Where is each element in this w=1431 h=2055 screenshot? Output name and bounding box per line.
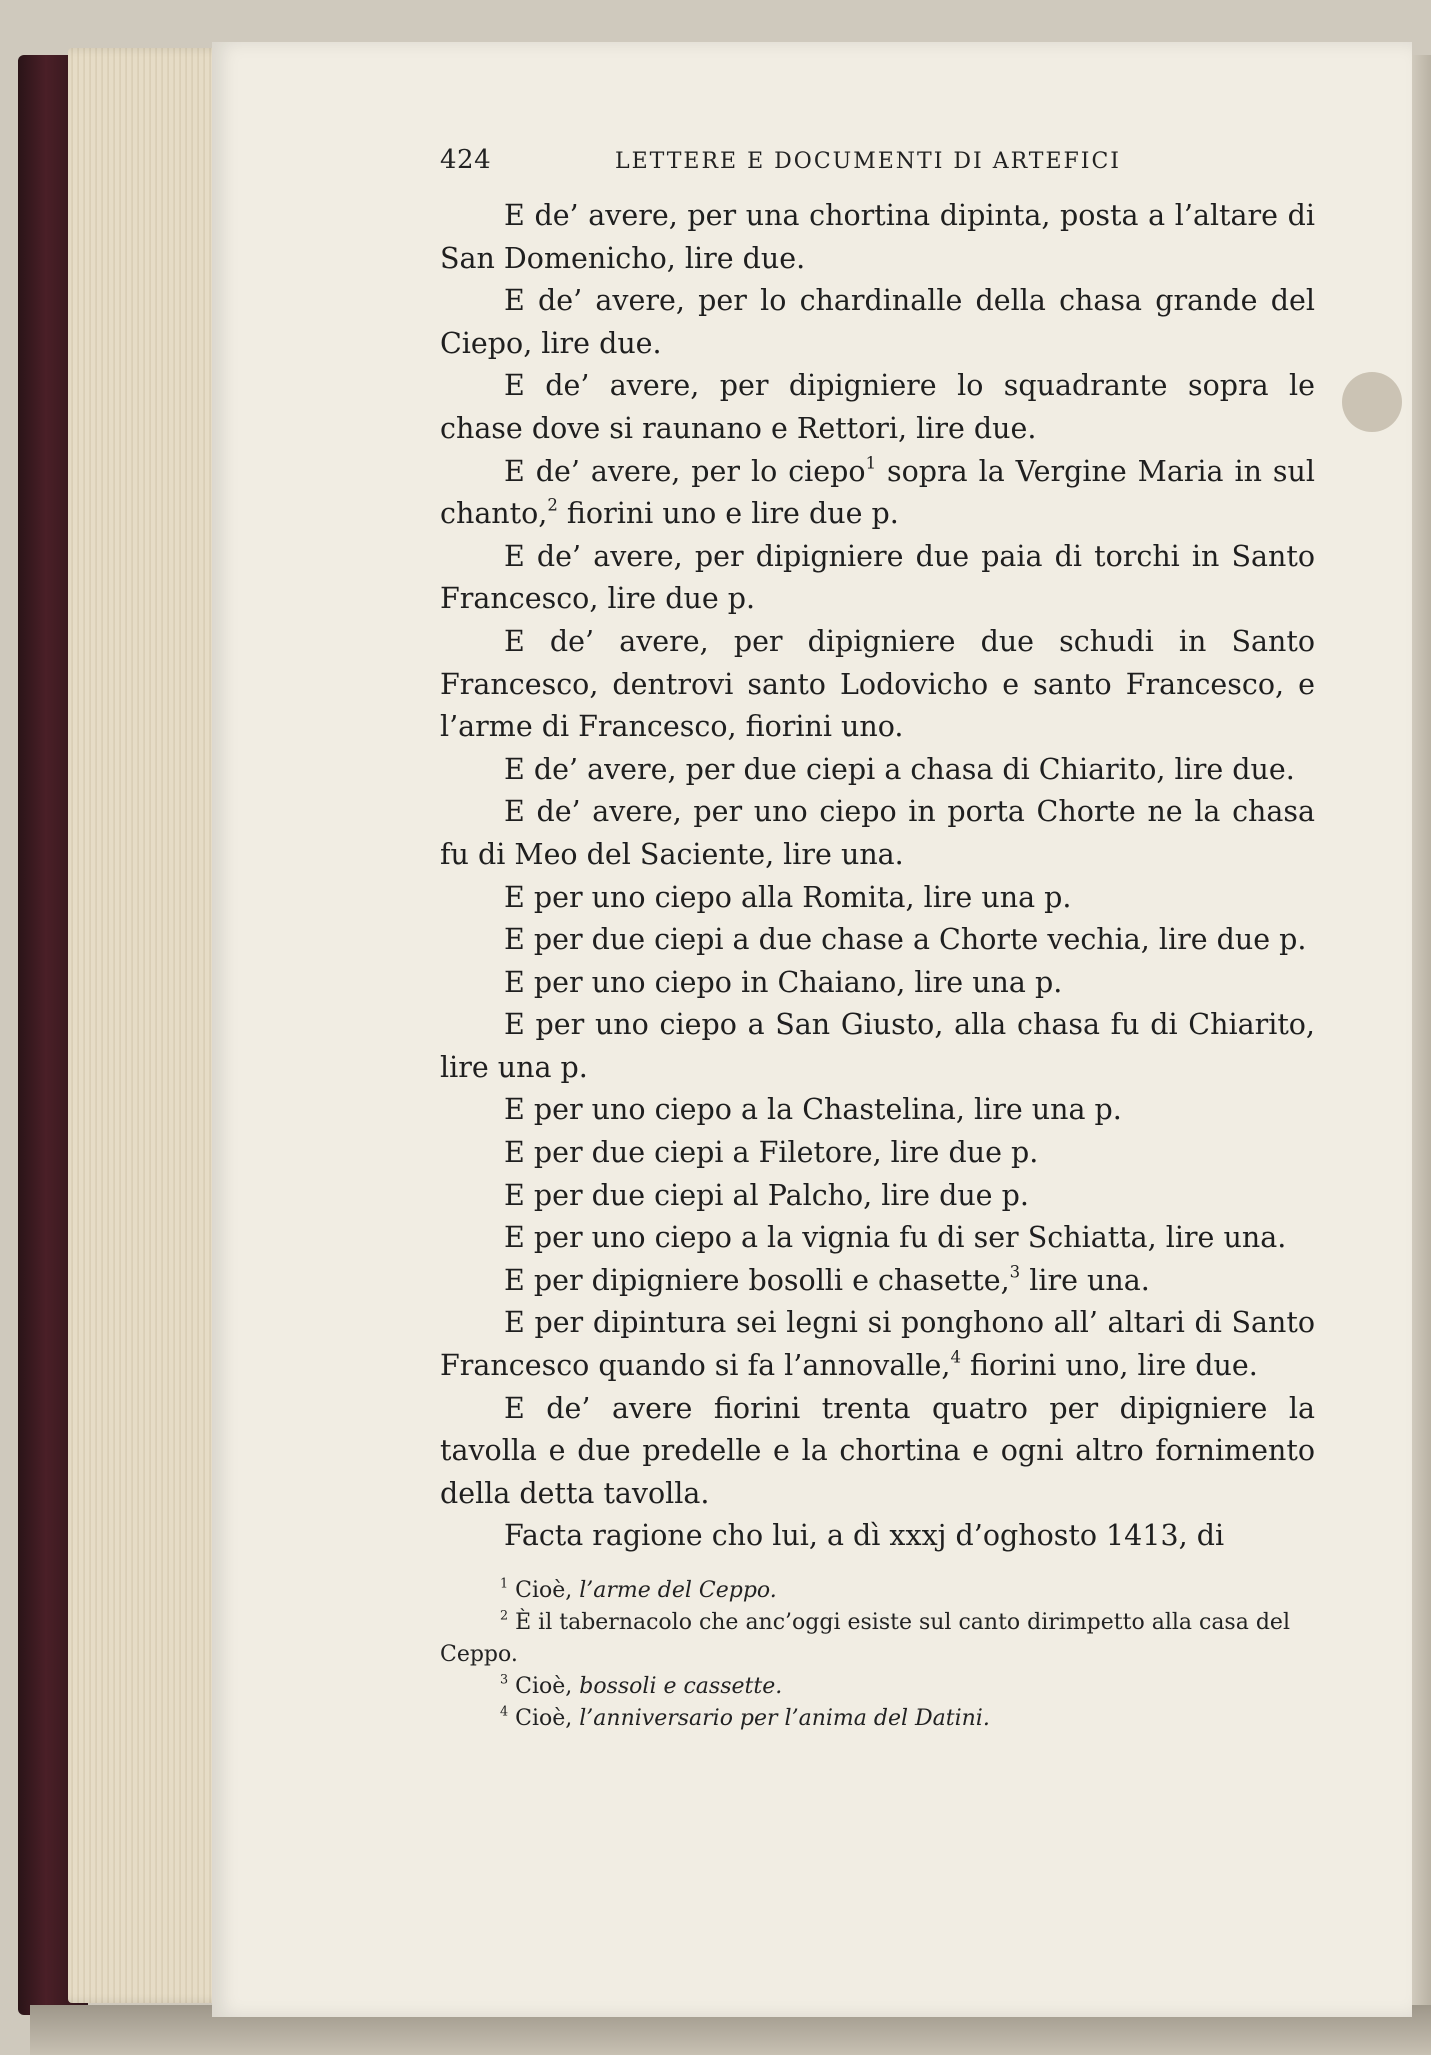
footnote-ref: 3 bbox=[1009, 1262, 1021, 1282]
paragraph: E de’ avere, per dipigniere due schudi in Santo Francesco, dentrovi santo Lodovicho e santo Francesco, e l’arme di Francesco, fiorini uno. bbox=[440, 624, 1315, 744]
footnote-ref: 1 bbox=[865, 453, 877, 473]
paragraph: E per uno ciepo a la Chastelina, lire una p. bbox=[504, 1093, 1122, 1127]
text-run: lire una. bbox=[1020, 1263, 1150, 1297]
paragraph: E per uno ciepo alla Romita, lire una p. bbox=[504, 880, 1072, 914]
paragraph: E per due ciepi a due chase a Chorte vechia, lire due p. bbox=[504, 923, 1307, 957]
paragraph: E de’ avere, per lo chardinalle della chasa grande del Ciepo, lire due. bbox=[440, 284, 1315, 360]
page-number: 424 bbox=[440, 145, 492, 175]
running-header bbox=[440, 145, 1320, 185]
footnote-ref: 2 bbox=[547, 495, 558, 515]
paragraph bbox=[440, 1260, 1315, 1303]
paragraph bbox=[440, 451, 1315, 536]
footnote bbox=[440, 1575, 1315, 1607]
footnotes bbox=[440, 1575, 1315, 1735]
foxing-stain bbox=[1342, 372, 1402, 432]
footnote-italic: bossoli e cassette. bbox=[579, 1674, 783, 1699]
text-run: E per dipintura sei legni si ponghono all’ altari di Santo Francesco quando si fa l’annovalle, bbox=[440, 1306, 1315, 1383]
footnote-lead: Cioè, bbox=[508, 1706, 580, 1731]
running-title: LETTERE E DOCUMENTI DI ARTEFICI bbox=[615, 149, 1121, 174]
footnote-mark: 1 bbox=[500, 1576, 509, 1592]
text-run: sopra la Vergine Maria in sul chanto, bbox=[440, 454, 1315, 531]
text-run: fiorini uno, lire due. bbox=[960, 1349, 1258, 1383]
text-run: E per dipigniere bosolli e chasette, bbox=[504, 1263, 1010, 1297]
paragraph: E de’ avere, per dipigniere due paia di torchi in Santo Francesco, lire due p. bbox=[440, 539, 1315, 616]
footnote-ref: 4 bbox=[950, 1347, 961, 1367]
footnote bbox=[440, 1703, 1315, 1735]
paragraph: E per due ciepi al Palcho, lire due p. bbox=[504, 1178, 1029, 1212]
footnote-italic: l’arme del Ceppo. bbox=[579, 1578, 777, 1603]
paragraph: E de’ avere, per una chortina dipinta, posta a l’altare di San Domenicho, lire due. bbox=[440, 199, 1315, 275]
paragraph: E per due ciepi a Filetore, lire due p. bbox=[504, 1136, 1039, 1170]
footnote-italic: l’anniversario per l’anima del Datini. bbox=[579, 1706, 990, 1731]
main-text bbox=[440, 195, 1315, 1558]
footnote-lead: Cioè, bbox=[508, 1578, 580, 1603]
text-run: E de’ avere, per lo ciepo bbox=[504, 454, 866, 488]
footnote-lead: Cioè, bbox=[508, 1674, 580, 1699]
paragraph: E de’ avere fiorini trenta quatro per dipigniere la tavolla e due predelle e la chortina e ogni altro fornimento della detta tavolla. bbox=[440, 1391, 1315, 1510]
paragraph bbox=[440, 1302, 1315, 1387]
footnote-mark: 2 bbox=[500, 1608, 509, 1624]
paragraph: E per uno ciepo a la vignia fu di ser Schiatta, lire una. bbox=[504, 1221, 1287, 1255]
paragraph: E per uno ciepo a San Giusto, alla chasa fu di Chiarito, lire una p. bbox=[440, 1008, 1315, 1084]
page-edges bbox=[68, 48, 228, 2003]
paragraph: Facta ragione cho lui, a dì xxxj d’oghosto 1413, di bbox=[504, 1519, 1225, 1553]
footnote-mark: 3 bbox=[500, 1672, 509, 1688]
footnote bbox=[440, 1671, 1315, 1703]
footnote-mark: 4 bbox=[500, 1704, 509, 1720]
paragraph: E de’ avere, per uno ciepo in porta Chorte ne la chasa fu di Meo del Saciente, lire una. bbox=[440, 795, 1315, 871]
text-run: fiorini uno e lire due p. bbox=[557, 497, 899, 531]
footnote-text: È il tabernacolo che anc’oggi esiste sul canto dirimpetto alla casa del Ceppo. bbox=[440, 1610, 1290, 1667]
paragraph: E per uno ciepo in Chaiano, lire una p. bbox=[504, 965, 1063, 999]
paragraph: E de’ avere, per dipigniere lo squadrante sopra le chase dove si raunano e Rettori, lire due. bbox=[440, 369, 1315, 445]
paragraph: E de’ avere, per due ciepi a chasa di Chiarito, lire due. bbox=[504, 752, 1295, 786]
footnote bbox=[440, 1607, 1315, 1671]
